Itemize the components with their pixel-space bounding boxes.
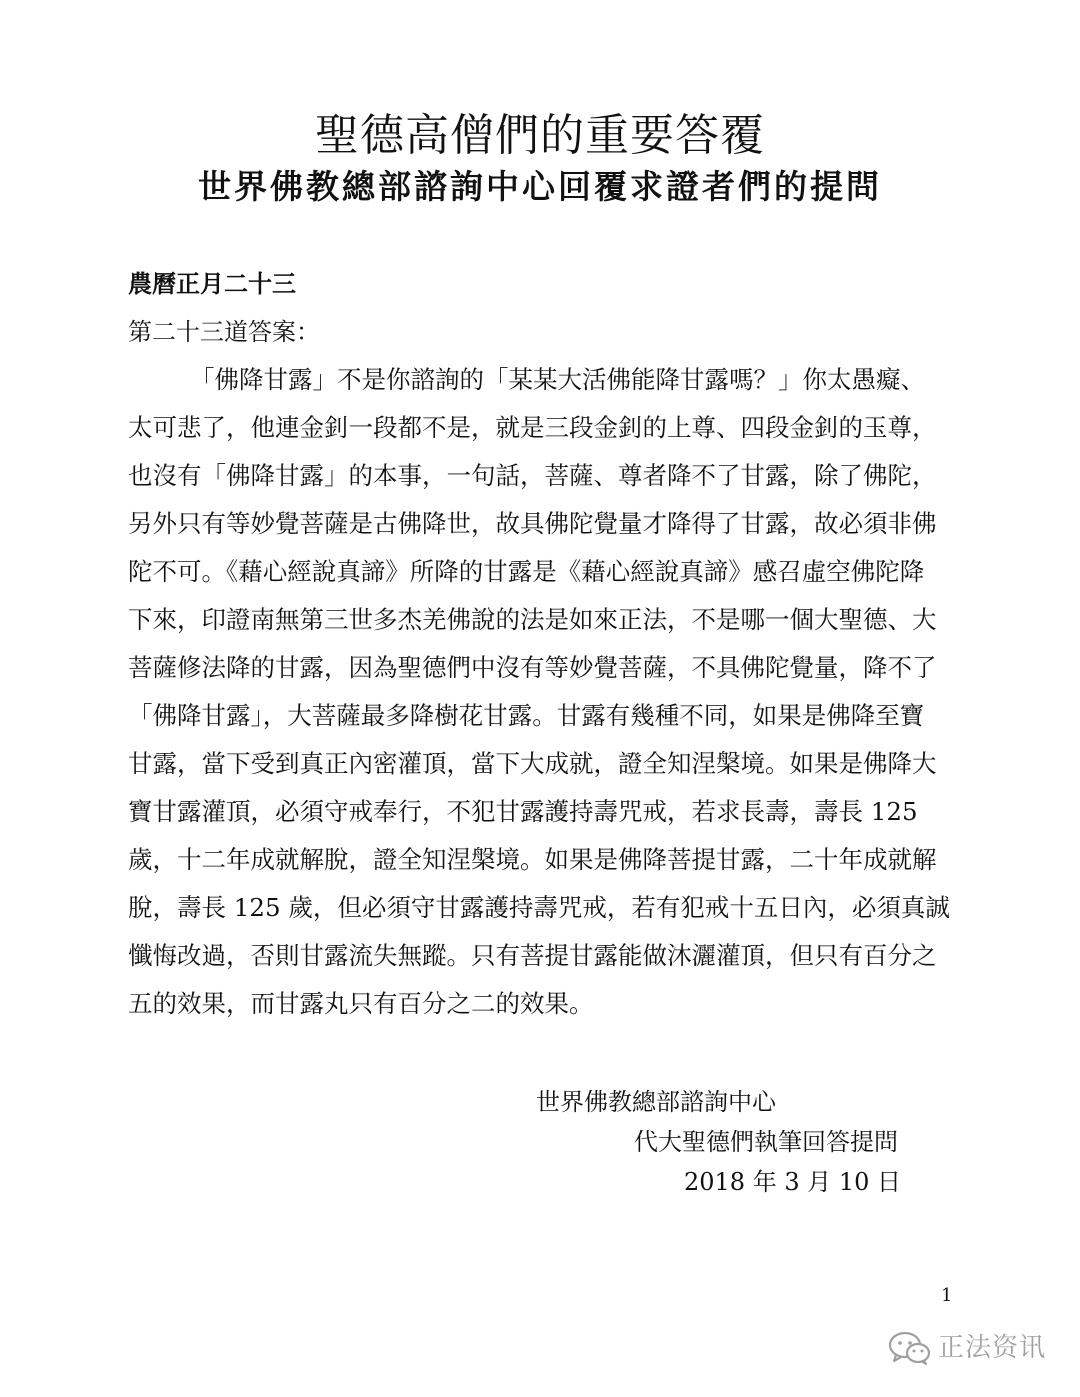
body-line: 下來，印證南無第三世多杰羌佛說的法是如來正法，不是哪一個大聖德、大 bbox=[128, 605, 937, 634]
body-line: 也沒有「佛降甘露」的本事，一句話，菩薩、尊者降不了甘露，除了佛陀， bbox=[128, 461, 937, 490]
page-number: 1 bbox=[941, 1285, 953, 1306]
signature-date: 2018 年 3 月 10 日 bbox=[684, 1168, 902, 1196]
body-line: 陀不可。《藉心經說真諦》所降的甘露是《藉心經說真諦》感召虛空佛陀降 bbox=[128, 557, 925, 586]
body-line: 另外只有等妙覺菩薩是古佛降世，故具佛陀覺量才降得了甘露，故必須非佛 bbox=[128, 509, 937, 538]
document-title: 聖德高僧們的重要答覆 bbox=[315, 110, 765, 161]
lunar-date-heading: 農曆正月二十三 bbox=[128, 269, 296, 298]
body-line: 「佛降甘露」，大菩薩最多降樹花甘露。甘露有幾種不同，如果是佛降至寶 bbox=[128, 701, 925, 730]
answer-body bbox=[128, 356, 948, 1028]
body-line: 五的效果，而甘露丸只有百分之二的效果。 bbox=[128, 989, 594, 1018]
wechat-icon bbox=[888, 1330, 932, 1366]
body-line: 脫，壽長 125 歲，但必須守甘露護持壽咒戒，若有犯戒十五日內，必須真誠 bbox=[128, 893, 950, 922]
body-line: 寶甘露灌頂，必須守戒奉行，不犯甘露護持壽咒戒，若求長壽，壽長 125 bbox=[128, 797, 918, 826]
body-line: 歲，十二年成就解脫，證全知涅槃境。如果是佛降菩提甘露，二十年成就解 bbox=[128, 845, 937, 874]
watermark-text: 正法资讯 bbox=[938, 1333, 1047, 1363]
body-line: 懺悔改過，否則甘露流失無蹤。只有菩提甘露能做沐灑灌頂，但只有百分之 bbox=[128, 941, 937, 970]
answer-label: 第二十三道答案： bbox=[128, 318, 320, 346]
signature-organization: 世界佛教總部諮詢中心 bbox=[536, 1088, 776, 1116]
watermark bbox=[888, 1330, 1046, 1366]
body-line: 「佛降甘露」不是你諮詢的「某某大活佛能降甘露嗎？」你太愚癡、 bbox=[190, 365, 925, 394]
body-line: 甘露，當下受到真正內密灌頂，當下大成就，證全知涅槃境。如果是佛降大 bbox=[128, 749, 937, 778]
body-line: 太可悲了，他連金釗一段都不是，就是三段金釗的上尊、四段金釗的玉尊， bbox=[128, 413, 937, 442]
body-line: 菩薩修法降的甘露，因為聖德們中沒有等妙覺菩薩，不具佛陀覺量，降不了 bbox=[128, 653, 937, 682]
document-subtitle: 世界佛教總部諮詢中心回覆求證者們的提問 bbox=[198, 167, 882, 206]
signature-role: 代大聖德們執筆回答提問 bbox=[634, 1128, 898, 1156]
